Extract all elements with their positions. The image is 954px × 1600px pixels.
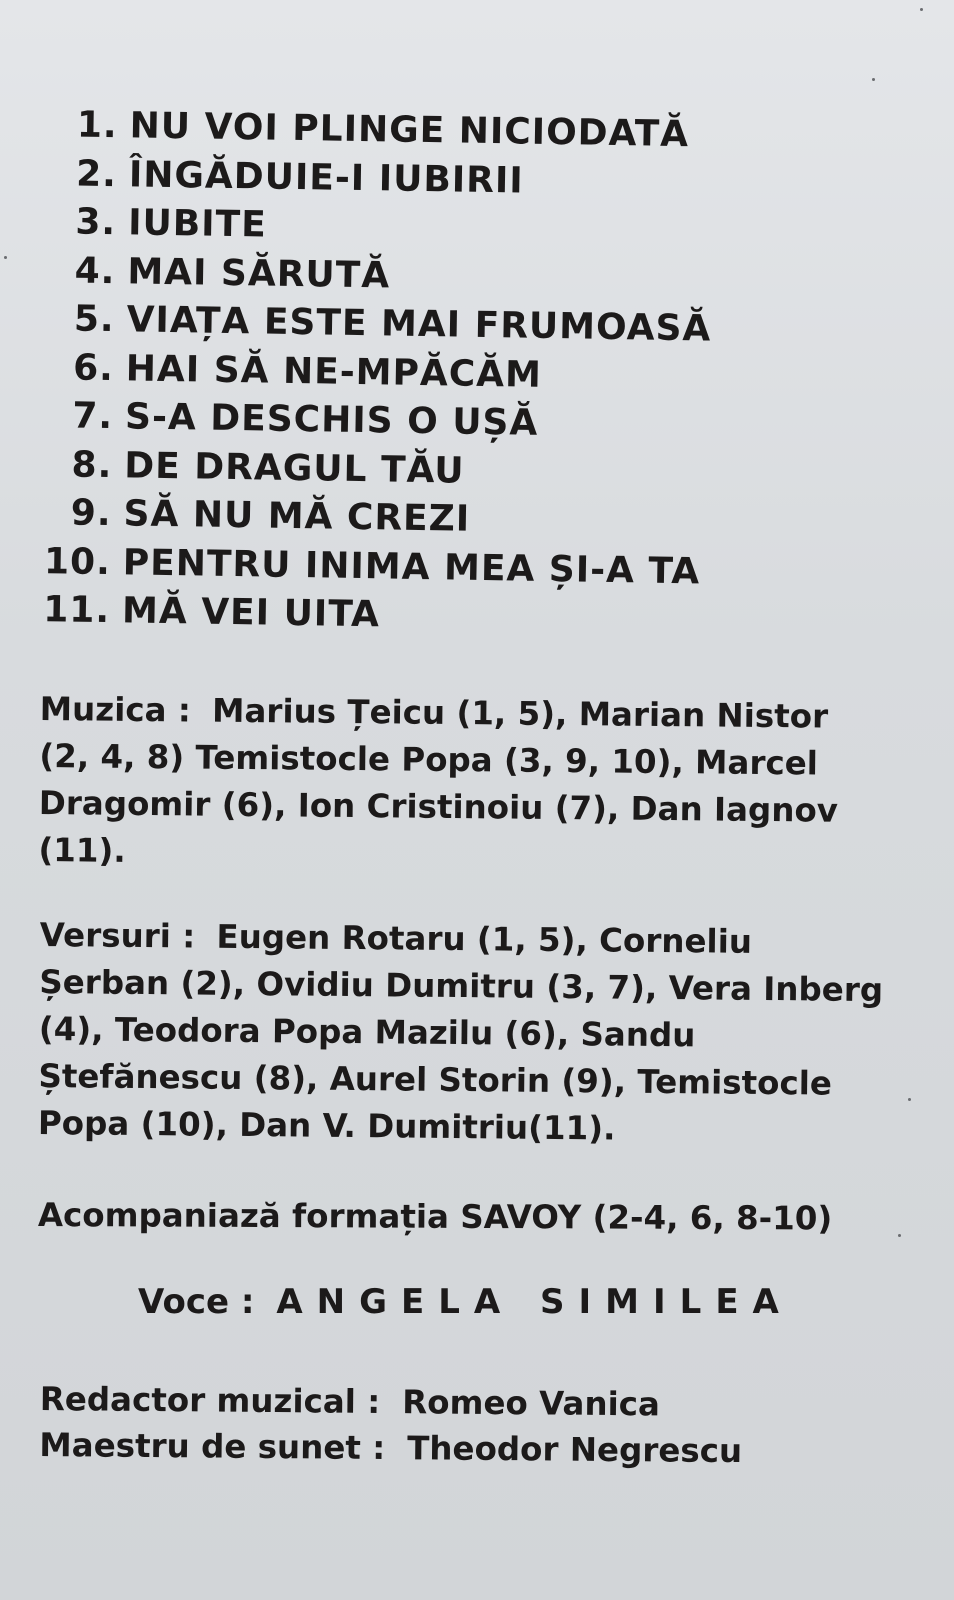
lyrics-credits bbox=[38, 912, 885, 1155]
track-title: IUBITE bbox=[127, 202, 268, 246]
artist-name: ANGELA SIMILEA bbox=[276, 1282, 793, 1322]
music-credits bbox=[38, 686, 885, 882]
track-number: 9. bbox=[70, 492, 112, 535]
editor-label: Redactor muzical : bbox=[39, 1379, 381, 1421]
track-number: 11. bbox=[42, 589, 111, 632]
track-title: NU VOI PLINGE NICIODATĂ bbox=[129, 105, 690, 156]
lyrics-label: Versuri : bbox=[39, 915, 196, 956]
music-label: Muzica : bbox=[39, 689, 192, 730]
track-list bbox=[34, 104, 802, 649]
paper-speck bbox=[908, 1098, 911, 1101]
sound-line bbox=[39, 1422, 742, 1474]
voice-label: Voce : bbox=[138, 1282, 255, 1322]
sound-name: Theodor Negrescu bbox=[407, 1429, 743, 1471]
track-number: 2. bbox=[75, 153, 118, 195]
track-title: SĂ NU MĂ CREZI bbox=[123, 493, 471, 540]
editor-line bbox=[40, 1376, 743, 1428]
track-number: 8. bbox=[71, 444, 113, 486]
track-title: PENTRU INIMA MEA ȘI-A TA bbox=[122, 541, 701, 592]
paper-speck bbox=[898, 1234, 901, 1237]
music-text: Marius Țeicu (1, 5), Marian Nistor (2, 4, 8) Temistocle Popa (3, 9, 10), Marcel Dragomir (6), Ion Cristinoiu (7), Dan Iagnov (11). bbox=[38, 691, 839, 870]
track-number: 3. bbox=[75, 201, 117, 244]
editor-name: Romeo Vanica bbox=[402, 1383, 661, 1424]
accompaniment-note: Acompaniază formația SAVOY (2-4, 6, 8-10) bbox=[37, 1196, 833, 1238]
paper-speck bbox=[920, 8, 923, 11]
track-title: DE DRAGUL TĂU bbox=[124, 444, 465, 492]
track-number: 5. bbox=[73, 298, 115, 341]
track-number: 1. bbox=[76, 104, 118, 147]
track-title: S-A DESCHIS O UȘĂ bbox=[124, 396, 539, 444]
paper-speck bbox=[872, 78, 875, 81]
voice-credit bbox=[138, 1282, 793, 1322]
paper-speck bbox=[4, 256, 7, 259]
track-title: VIAȚA ESTE MAI FRUMOASĂ bbox=[126, 299, 712, 350]
track-number: 4. bbox=[74, 250, 116, 292]
track-number: 6. bbox=[72, 347, 115, 389]
track-title: ÎNGĂDUIE-I IUBIRII bbox=[128, 153, 525, 202]
production-staff bbox=[39, 1376, 743, 1474]
sound-label: Maestru de sunet : bbox=[39, 1425, 386, 1468]
track-title: MĂ VEI UITA bbox=[121, 590, 381, 636]
track-title: MAI SĂRUTĂ bbox=[127, 250, 391, 296]
lyrics-text: Eugen Rotaru (1, 5), Corneliu Șerban (2), Ovidiu Dumitru (3, 7), Vera Inberg (4), Teodora Popa Mazilu (6), Sandu Ștefănescu (8), Aurel Storin (9), Temistocle Popa (10), Dan V. Dumitriu(11). bbox=[37, 917, 884, 1148]
track-number: 10. bbox=[43, 540, 112, 583]
track-title: HAI SĂ NE-MPĂCĂM bbox=[125, 347, 543, 396]
track-number: 7. bbox=[72, 395, 114, 438]
